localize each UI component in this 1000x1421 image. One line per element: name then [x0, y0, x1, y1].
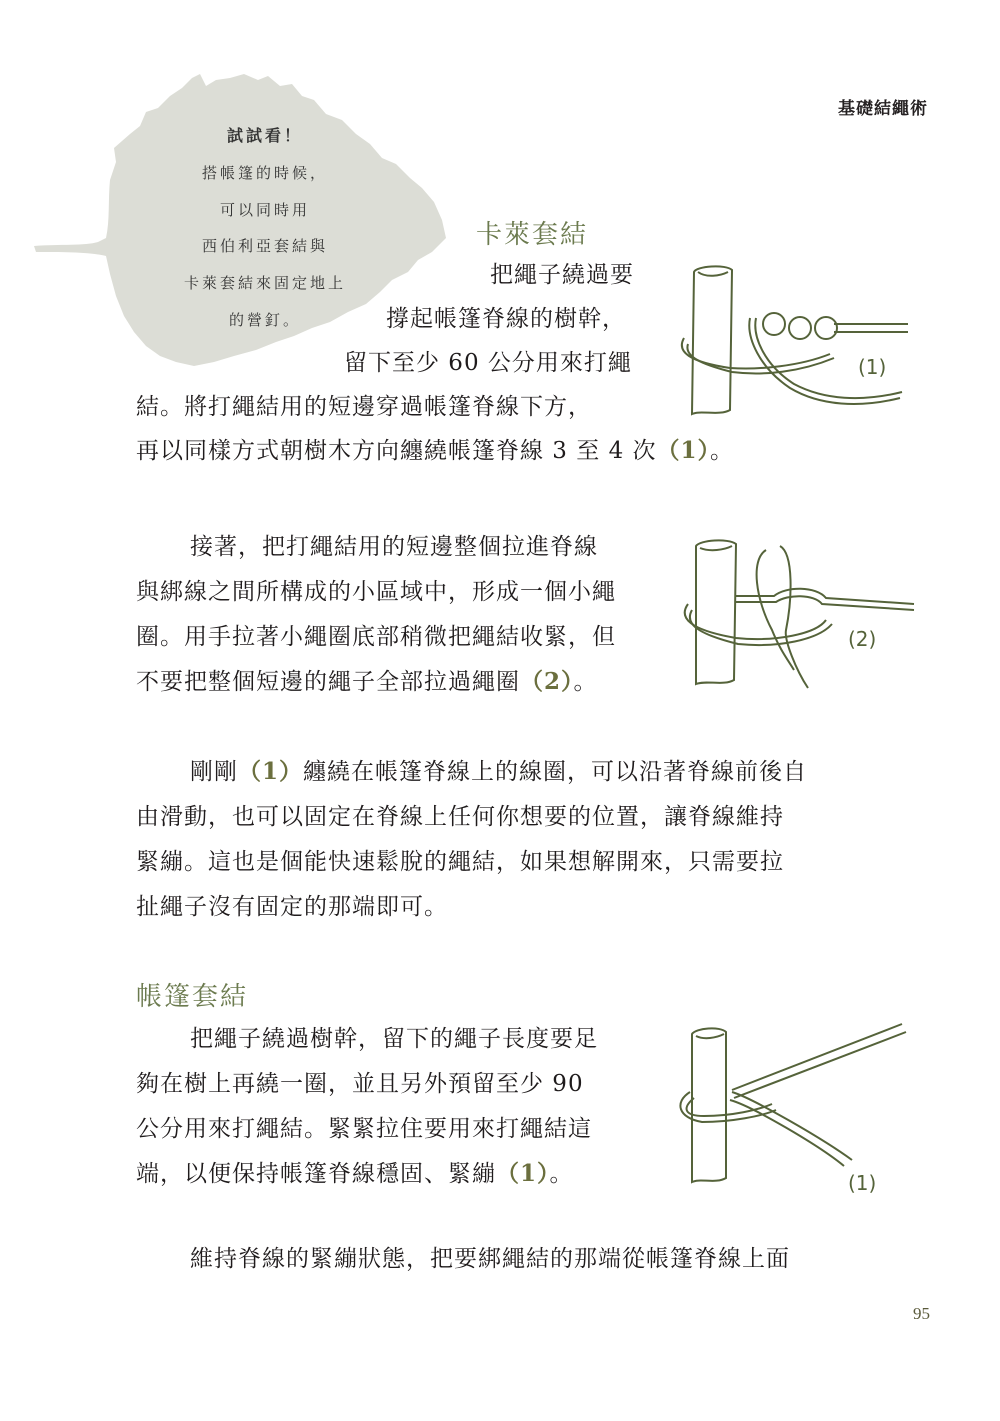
knot-illustration-2 — [676, 530, 916, 700]
body-text: 纏繞在帳篷脊線上的線圈，可以沿著脊線前後自 — [303, 759, 808, 785]
tip-title: 試試看！ — [226, 126, 303, 145]
figure-ref: （1） — [496, 1160, 550, 1187]
body-line: 與綁線之間所構成的小區域中，形成一個小繩 — [136, 579, 616, 605]
body-line: 結。將打繩結用的短邊穿過帳篷脊線下方， — [136, 394, 592, 420]
body-line — [136, 1157, 574, 1191]
tip-line: 搭帳篷的時候， — [201, 163, 328, 182]
body-line: 撐起帳篷脊線的樹幹， — [386, 306, 626, 332]
body-line: 扯繩子沒有固定的那端即可。 — [136, 894, 448, 920]
tip-line: 卡萊套結來固定地上 — [183, 274, 346, 293]
section-title-carabiner-hitch: 卡萊套結 — [476, 220, 589, 250]
body-text: 。 — [573, 669, 598, 695]
body-line: 維持脊線的緊繃狀態，把要綁繩結的那端從帳篷脊線上面 — [190, 1246, 790, 1272]
tip-line: 的營釘。 — [228, 310, 301, 329]
tip-line: 可以同時用 — [219, 200, 310, 219]
body-line — [190, 755, 807, 789]
body-text: 剛剛 — [190, 759, 238, 785]
body-line: 由滑動，也可以固定在脊線上任何你想要的位置，讓脊線維持 — [136, 804, 784, 830]
figure-ref: （1） — [656, 437, 711, 464]
figure-ref: （1） — [238, 758, 304, 785]
tip-callout — [150, 118, 380, 339]
figure-label: (2) — [848, 627, 877, 651]
knot-illustration-1 — [670, 258, 910, 428]
body-line — [136, 434, 734, 468]
body-line: 接著，把打繩結用的短邊整個拉進脊線 — [190, 534, 598, 560]
body-line: 把繩子繞過樹幹，留下的繩子長度要足 — [190, 1026, 598, 1052]
body-line: 把繩子繞過要 — [490, 262, 634, 288]
body-line: 公分用來打繩結。緊緊拉住要用來打繩結這 — [136, 1116, 592, 1142]
section-title-tent-hitch: 帳篷套結 — [136, 982, 249, 1012]
page-number: 95 — [913, 1304, 930, 1323]
body-text: 再以同樣方式朝樹木方向纏繞帳篷脊線 3 至 4 次 — [136, 438, 657, 464]
body-text: 。 — [549, 1161, 574, 1187]
body-line: 夠在樹上再繞一圈，並且另外預留至少 90 — [136, 1071, 584, 1097]
body-text: 端，以便保持帳篷脊線穩固、緊繃 — [136, 1161, 496, 1187]
figure-label: (1) — [848, 1171, 877, 1195]
body-line — [136, 665, 598, 699]
body-line: 圈。用手拉著小繩圈底部稍微把繩結收緊，但 — [136, 624, 616, 650]
knot-illustration-3 — [672, 1018, 912, 1198]
body-text: 。 — [710, 438, 735, 464]
tip-line: 西伯利亞套結與 — [201, 237, 328, 256]
body-line: 緊繃。這也是個能快速鬆脫的繩結，如果想解開來，只需要拉 — [136, 849, 784, 875]
running-head: 基礎結繩術 — [838, 99, 928, 119]
body-text: 不要把整個短邊的繩子全部拉過繩圈 — [136, 669, 520, 695]
figure-ref: （2） — [520, 668, 574, 695]
body-line: 留下至少 60 公分用來打繩 — [344, 350, 632, 376]
figure-label: (1) — [858, 355, 887, 379]
